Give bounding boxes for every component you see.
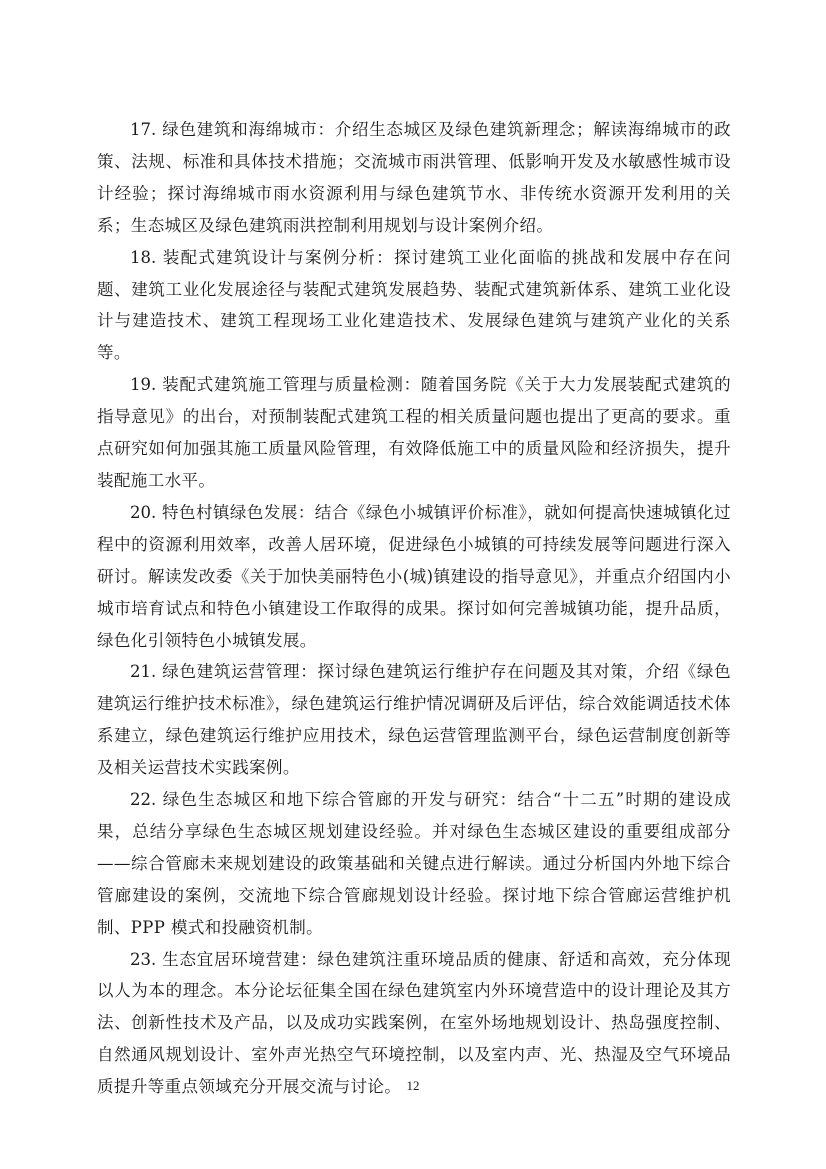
paragraph-text: 绿色建筑和海绵城市：介绍生态城区及绿色建筑新理念；解读海绵城市的政策、法规、标准和具体技术措施；交流城市雨洪管理、低影响开发及水敏感性城市设计经验；探讨海绵城市雨水资源利用与绿色建筑节水、非传统水资源开发利用的关系；生态城区及绿色建筑雨洪控制利用规划与设计案例介绍。	[97, 120, 731, 235]
paragraph-text: 特色村镇绿色发展：结合《绿色小城镇评价标准》，就如何提高快速城镇化过程中的资源利用效率，改善人居环境，促进绿色小城镇的可持续发展等问题进行深入研讨。解读发改委《关于加快美丽特色小(城)镇建设的指导意见》，并重点介绍国内小城市培育试点和特色小镇建设工作取得的成果。探讨如何完善城镇功能，提升品质，绿色化引领特色小城镇发展。	[97, 502, 731, 650]
paragraph-17	[97, 114, 731, 242]
paragraph-22	[97, 784, 731, 944]
body-text	[97, 114, 731, 1103]
paragraph-21	[97, 656, 731, 784]
paragraph-18	[97, 242, 731, 370]
paragraph-text: 装配式建筑施工管理与质量检测：随着国务院《关于大力发展装配式建筑的指导意见》的出台，对预制装配式建筑工程的相关质量问题也提出了更高的要求。重点研究如何加强其施工质量风险管理，有效降低施工中的质量风险和经济损失，提升装配施工水平。	[97, 375, 731, 490]
paragraph-text: 装配式建筑设计与案例分析：探讨建筑工业化面临的挑战和发展中存在问题、建筑工业化发展途径与装配式建筑发展趋势、装配式建筑新体系、建筑工业化设计与建造技术、建筑工程现场工业化建造技术、发展绿色建筑与建筑产业化的关系等。	[97, 247, 731, 363]
paragraph-19	[97, 369, 731, 497]
item-number: 22.	[130, 790, 157, 810]
item-number: 23.	[130, 949, 157, 969]
item-number: 21.	[130, 662, 157, 682]
item-number: 20.	[130, 502, 157, 522]
paragraph-20	[97, 497, 731, 657]
page-number: 12	[406, 1078, 420, 1093]
item-number: 18.	[130, 247, 157, 267]
paragraph-text: 绿色生态城区和地下综合管廊的开发与研究：结合“十二五”时期的建设成果，总结分享绿色生态城区规划建设经验。并对绿色生态城区建设的重要组成部分——综合管廊未来规划建设的政策基础和关键点进行解读。通过分析国内外地下综合管廊建设的案例，交流地下综合管廊规划设计经验。探讨地下综合管廊运营维护机制、PPP 模式和投融资机制。	[97, 790, 731, 937]
paragraph-text: 生态宜居环境营建：绿色建筑注重环境品质的健康、舒适和高效，充分体现以人为本的理念。本分论坛征集全国在绿色建筑室内外环境营造中的设计理论及其方法、创新性技术及产品，以及成功实践案例，在室外场地规划设计、热岛强度控制、自然通风规划设计、室外声光热空气环境控制，以及室内声、光、热湿及空气环境品质提升等重点领域充分开展交流与讨论。	[97, 949, 731, 1097]
item-number: 19.	[130, 375, 157, 395]
paragraph-text: 绿色建筑运营管理：探讨绿色建筑运行维护存在问题及其对策，介绍《绿色建筑运行维护技术标准》，绿色建筑运行维护情况调研及后评估，综合效能调适技术体系建立，绿色建筑运行维护应用技术，绿色运营管理监测平台，绿色运营制度创新等及相关运营技术实践案例。	[97, 662, 731, 778]
item-number: 17.	[130, 120, 157, 139]
